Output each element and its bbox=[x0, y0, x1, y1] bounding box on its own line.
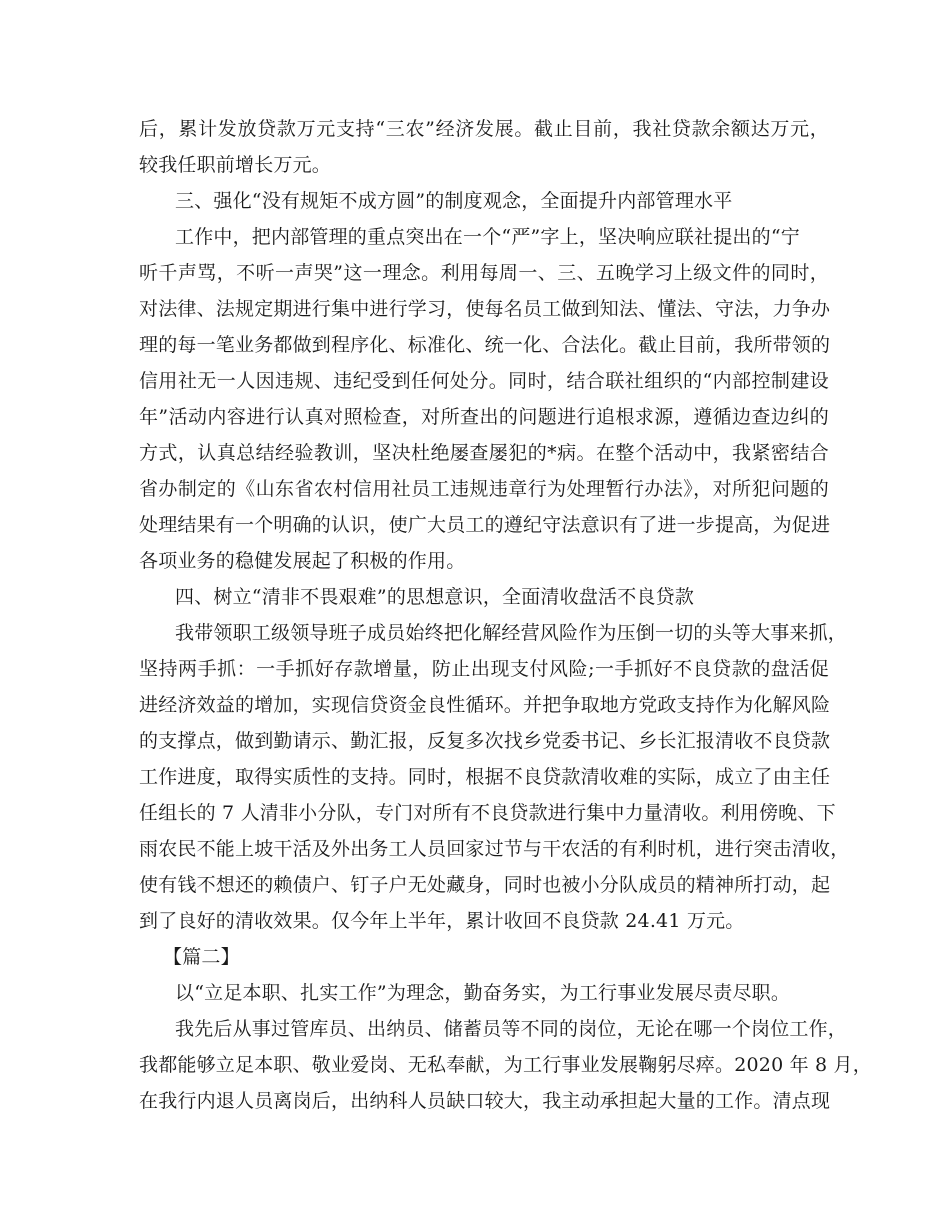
paragraph-line: 信用社无一人因违规、违纪受到任何处分。同时，结合联社组织的“内部控制建设 bbox=[139, 370, 829, 392]
paragraph-line: 工作中，把内部管理的重点突出在一个“严”字上，坚决响应联社提出的“宁 bbox=[175, 226, 800, 248]
paragraph-line: 年”活动内容进行认真对照检查，对所查出的问题进行追根求源，遵循边查边纠的 bbox=[139, 406, 829, 428]
paragraph-line: 坚持两手抓：一手抓好存款增量，防止出现支付风险;一手抓好不良贷款的盘活促 bbox=[139, 658, 829, 680]
paragraph-line: 我先后从事过管库员、出纳员、储蓄员等不同的岗位，无论在哪一个岗位工作， bbox=[175, 1018, 848, 1040]
paragraph-line: 听千声骂，不听一声哭”这一理念。利用每周一、三、五晚学习上级文件的同时， bbox=[139, 262, 829, 284]
paragraph-line: 进经济效益的增加，实现信贷资金良性循环。并把争取地方党政支持作为化解风险 bbox=[139, 694, 831, 716]
paragraph-line: 任组长的 7 人清非小分队，专门对所有不良贷款进行集中力量清收。利用傍晚、下 bbox=[139, 802, 836, 824]
paragraph-line: 省办制定的《山东省农村信用社员工违规违章行为处理暂行办法》，对所犯问题的 bbox=[139, 478, 829, 500]
paragraph-line: 在我行内退人员离岗后，出纳科人员缺口较大，我主动承担起大量的工作。清点现 bbox=[139, 1090, 831, 1112]
paragraph-line: 方式，认真总结经验教训，坚决杜绝屡查屡犯的*病。在整个活动中，我紧密结合 bbox=[139, 442, 829, 464]
paragraph-line: 各项业务的稳健发展起了积极的作用。 bbox=[139, 550, 466, 572]
paragraph-line: 我都能够立足本职、敬业爱岗、无私奉献，为工行事业发展鞠躬尽瘁。2020 年 8 月， bbox=[139, 1054, 872, 1076]
paragraph-line: 我带领职工级领导班子成员始终把化解经营风险作为压倒一切的头等大事来抓， bbox=[175, 622, 848, 644]
paragraph-line: 后，累计发放贷款万元支持“三农”经济发展。截止目前，我社贷款余额达万元， bbox=[139, 118, 829, 140]
paragraph-line: 处理结果有一个明确的认识，使广大员工的遵纪守法意识有了进一步提高，为促进 bbox=[139, 514, 831, 536]
paragraph-line: 到了良好的清收效果。仅今年上半年，累计收回不良贷款 24.41 万元。 bbox=[139, 910, 745, 932]
section-heading: 三、强化“没有规矩不成方圆”的制度观念，全面提升内部管理水平 bbox=[175, 190, 733, 212]
paragraph-line: 理的每一笔业务都做到程序化、标准化、统一化、合法化。截止目前，我所带领的 bbox=[139, 334, 831, 356]
section-marker: 【篇二】 bbox=[163, 946, 240, 968]
paragraph-line: 工作进度，取得实质性的支持。同时，根据不良贷款清收难的实际，成立了由主任 bbox=[139, 766, 831, 788]
paragraph-line: 的支撑点，做到勤请示、勤汇报，反复多次找乡党委书记、乡长汇报清收不良贷款 bbox=[139, 730, 831, 752]
paragraph-line: 雨农民不能上坡干活及外出务工人员回家过节与干农活的有利时机，进行突击清收， bbox=[139, 838, 850, 860]
section-heading: 四、树立“清非不畏艰难”的思想意识，全面清收盘活不良贷款 bbox=[175, 586, 695, 608]
paragraph-line: 使有钱不想还的赖债户、钉子户无处藏身，同时也被小分队成员的精神所打动，起 bbox=[139, 874, 831, 896]
paragraph-line: 对法律、法规定期进行集中进行学习，使每名员工做到知法、懂法、守法，力争办 bbox=[139, 298, 831, 320]
paragraph-line: 以“立足本职、扎实工作”为理念，勤奋务实，为工行事业发展尽责尽职。 bbox=[175, 982, 791, 1004]
paragraph-line: 较我任职前增长万元。 bbox=[139, 154, 332, 176]
